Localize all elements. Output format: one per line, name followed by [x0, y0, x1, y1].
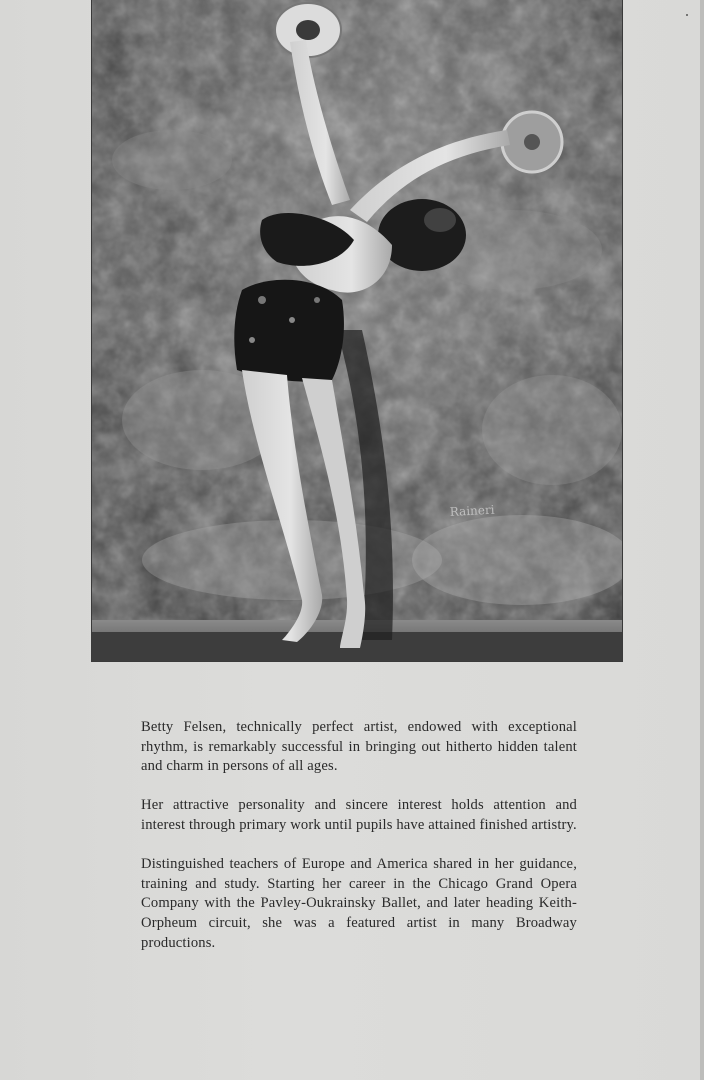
article-body: [141, 718, 577, 973]
paragraph-3: Distinguished teachers of Europe and America shared in her guidance, training and study. Starting her career in the Chicago Grand Opera Company with the Pavley-Oukrainsky Ballet, and later heading Keith-Orpheum circuit, she was a featured artist in many Broadway productions.: [141, 856, 577, 951]
photographer-signature: Raineri: [449, 502, 495, 519]
paragraph-1: Betty Felsen, technically perfect artist, endowed with exceptional rhythm, is remarkably successful in bringing out hitherto hidden talent and charm in persons of all ages.: [141, 719, 577, 775]
dancer-photograph: [91, 0, 623, 662]
page-edge: [700, 0, 704, 1080]
speck: [686, 14, 688, 16]
paragraph-2: Her attractive personality and sincere interest holds attention and interest through primary work until pupils have attained finished artistry.: [141, 797, 577, 833]
